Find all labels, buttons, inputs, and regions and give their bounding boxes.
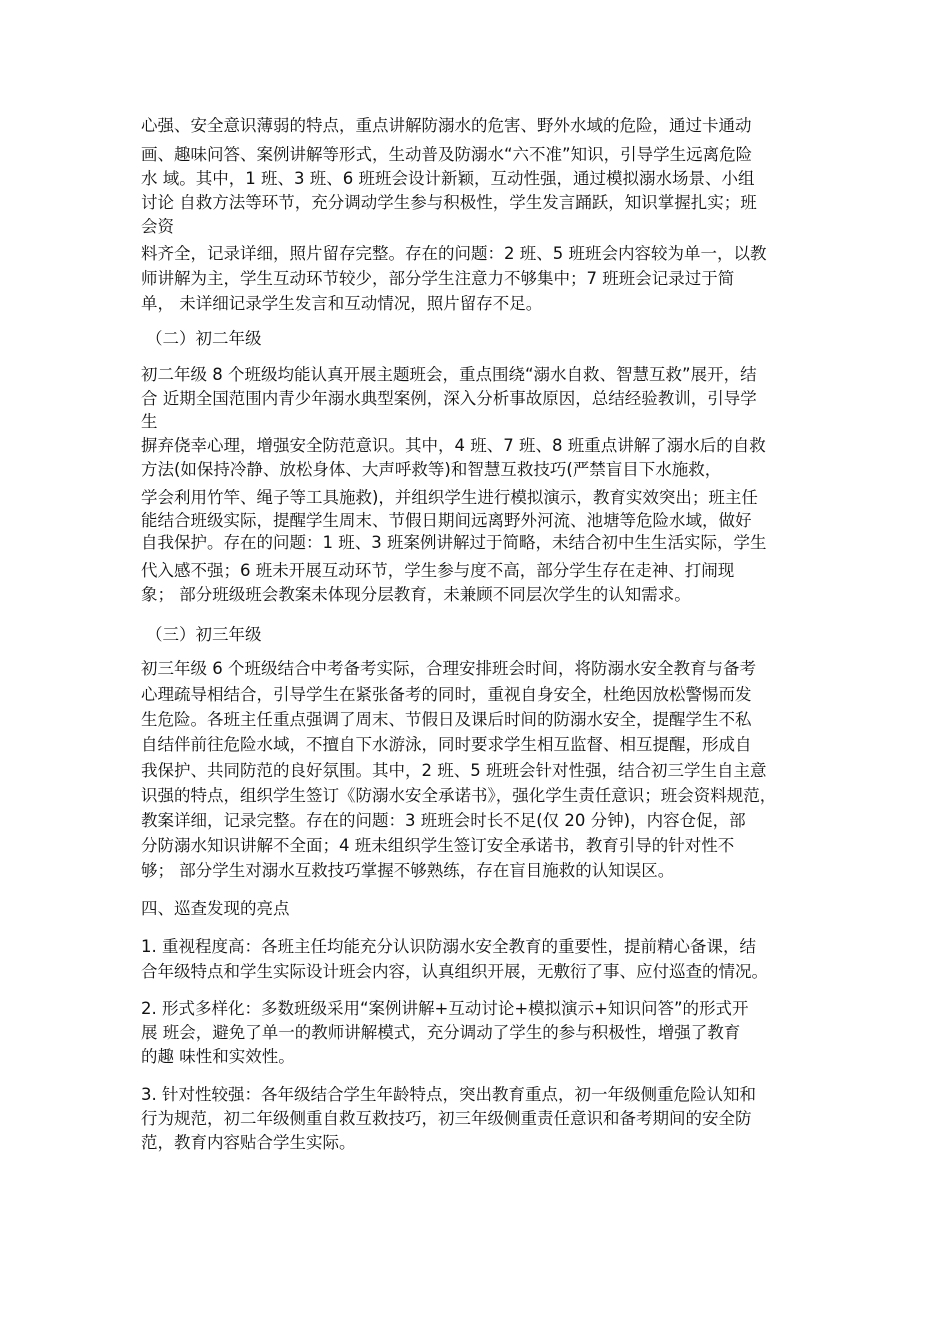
grade1-line: 单， 未详细记录学生发言和互动情况，照片留存不足。	[141, 294, 543, 313]
section4-heading: 四、巡查发现的亮点	[141, 899, 290, 918]
grade1-line: 会资	[141, 217, 174, 236]
grade2-line: 生	[141, 412, 158, 431]
grade3-line: 初三年级 6 个班级结合中考备考实际，合理安排班会时间，将防溺水安全教育与备考	[141, 659, 756, 678]
grade1-line: 心强、安全意识薄弱的特点，重点讲解防溺水的危害、野外水域的危险，通过卡通动	[141, 116, 752, 135]
highlight-line: 展 班会，避免了单一的教师讲解模式，充分调动了学生的参与积极性，增强了教育	[141, 1023, 741, 1042]
grade3-heading: （三）初三年级	[146, 625, 262, 644]
grade3-line: 我保护、共同防范的良好氛围。其中，2 班、5 班班会针对性强，结合初三学生自主意	[141, 761, 767, 780]
grade2-line: 摒弃侥幸心理，增强安全防范意识。其中，4 班、7 班、8 班重点讲解了溺水后的自救	[141, 436, 766, 455]
grade2-heading: （二）初二年级	[146, 329, 262, 348]
grade1-line: 讨论 自救方法等环节，充分调动学生参与积极性，学生发言踊跃，知识掌握扎实；班	[141, 193, 757, 212]
grade1-line: 师讲解为主，学生互动环节较少，部分学生注意力不够集中；7 班班会记录过于简	[141, 269, 735, 288]
grade2-line: 学会利用竹竿、绳子等工具施救)，并组织学生进行模拟演示，教育实效突出；班主任	[141, 488, 758, 507]
grade2-line: 合 近期全国范围内青少年溺水典型案例，深入分析事故原因，总结经验教训，引导学	[141, 389, 757, 408]
highlight-line: 1. 重视程度高：各班主任均能充分认识防溺水安全教育的重要性，提前精心备课，结	[141, 937, 756, 956]
highlight-line: 范，教育内容贴合学生实际。	[141, 1133, 356, 1152]
grade3-line: 生危险。各班主任重点强调了周末、节假日及课后时间的防溺水安全，提醒学生不私	[141, 710, 752, 729]
highlight-line: 合年级特点和学生实际设计班会内容，认真组织开展，无敷衍了事、应付巡查的情况。	[141, 962, 768, 981]
grade3-line: 分防溺水知识讲解不全面；4 班未组织学生签订安全承诺书，教育引导的针对性不	[141, 836, 735, 855]
grade2-line: 初二年级 8 个班级均能认真开展主题班会，重点围绕“溺水自救、智慧互救”展开，结	[141, 365, 757, 384]
grade2-line: 代入感不强；6 班未开展互动环节，学生参与度不高，部分学生存在走神、打闹现	[141, 561, 735, 580]
grade2-line: 方法(如保持冷静、放松身体、大声呼救等)和智慧互救技巧(严禁盲目下水施救，	[141, 460, 722, 479]
highlight-line: 的趣 味性和实效性。	[141, 1047, 295, 1066]
grade2-line: 象； 部分班级班会教案未体现分层教育，未兼顾不同层次学生的认知需求。	[141, 585, 691, 604]
highlight-line: 3. 针对性较强：各年级结合学生年龄特点，突出教育重点，初一年级侧重危险认知和	[141, 1085, 756, 1104]
grade3-line: 心理疏导相结合，引导学生在紧张备考的同时，重视自身安全，杜绝因放松警惕而发	[141, 685, 752, 704]
highlight-line: 2. 形式多样化：多数班级采用“案例讲解+互动讨论+模拟演示+知识问答”的形式开	[141, 999, 749, 1018]
grade3-line: 够； 部分学生对溺水互救技巧掌握不够熟练，存在盲目施救的认知误区。	[141, 861, 675, 880]
grade1-line: 水 域。其中，1 班、3 班、6 班班会设计新颖，互动性强，通过模拟溺水场景、小组	[141, 169, 755, 188]
grade2-line: 自我保护。存在的问题：1 班、3 班案例讲解过于简略，未结合初中生生活实际，学生	[141, 533, 767, 552]
grade3-line: 自结伴前往危险水域，不擅自下水游泳，同时要求学生相互监督、相互提醒，形成自	[141, 735, 752, 754]
grade1-line: 画、趣味问答、案例讲解等形式，生动普及防溺水“六不准”知识，引导学生远离危险	[141, 145, 753, 164]
grade3-line: 教案详细，记录完整。存在的问题：3 班班会时长不足(仅 20 分钟)，内容仓促，部	[141, 811, 746, 830]
highlight-line: 行为规范，初二年级侧重自救互救技巧，初三年级侧重责任意识和备考期间的安全防	[141, 1109, 752, 1128]
grade3-line: 识强的特点，组织学生签订《防溺水安全承诺书》，强化学生责任意识；班会资料规范，	[141, 786, 777, 805]
grade2-line: 能结合班级实际，提醒学生周末、节假日期间远离野外河流、池塘等危险水域，做好	[141, 511, 752, 530]
grade1-line: 料齐全，记录详细，照片留存完整。存在的问题：2 班、5 班班会内容较为单一，以教	[141, 244, 767, 263]
